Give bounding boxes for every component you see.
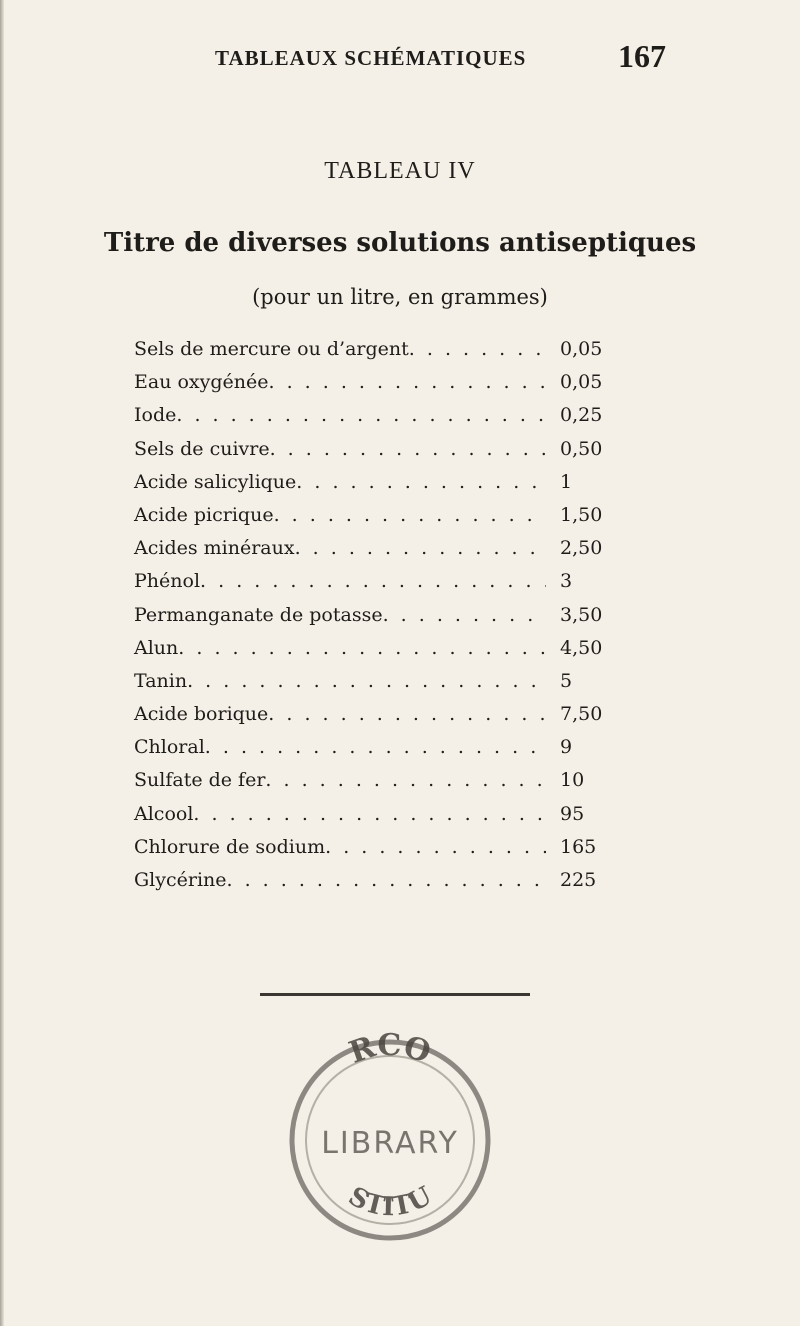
stamp-text: LIBRARY <box>321 1126 459 1161</box>
leader-dots <box>193 803 546 825</box>
row-value: 9 <box>560 736 573 759</box>
row-value: 3 <box>560 570 573 593</box>
row-value: 1 <box>560 470 573 493</box>
row-name: Acides minéraux <box>134 537 295 560</box>
table-row <box>134 371 634 404</box>
page-edge <box>0 0 4 1326</box>
row-name: Sels de mercure ou d’argent <box>134 338 409 360</box>
row-name: Sulfate de fer <box>134 769 266 792</box>
row-value: 5 <box>560 669 573 692</box>
row-value: 0,50 <box>560 437 603 460</box>
leader-dots <box>265 769 546 791</box>
table-row <box>134 338 634 371</box>
library-stamp <box>275 1020 505 1250</box>
row-value: 2,50 <box>560 537 603 560</box>
row-value: 7,50 <box>560 703 603 726</box>
row-name: Iode <box>134 404 177 427</box>
row-value: 0,25 <box>560 404 603 427</box>
row-name: Tanin <box>134 669 188 692</box>
row-name: Chloral <box>134 736 205 759</box>
leader-dots <box>274 504 546 526</box>
table-row <box>134 504 634 537</box>
row-value: 1,50 <box>560 503 603 526</box>
leader-dots <box>295 537 546 559</box>
leader-dots <box>205 736 546 758</box>
row-name: Acide borique <box>134 703 269 726</box>
table-row <box>134 803 634 836</box>
table-row <box>134 604 634 637</box>
row-value: 3,50 <box>560 603 603 626</box>
leader-dots <box>296 471 546 493</box>
section-rule <box>260 993 530 996</box>
row-name: Eau oxygénée <box>134 371 269 394</box>
row-name: Alun <box>134 636 179 659</box>
row-name: Sels de cuivre <box>134 437 270 460</box>
stamp-top-text: RCO <box>344 1027 435 1071</box>
row-name: Permanganate de potasse <box>134 603 383 626</box>
leader-dots <box>187 670 546 692</box>
page-number: 167 <box>618 38 666 74</box>
leader-dots <box>200 570 546 592</box>
table-row <box>134 836 634 869</box>
table-row <box>134 769 634 802</box>
table-row <box>134 869 634 902</box>
row-name: Glycérine <box>134 869 227 891</box>
row-value: 225 <box>560 869 597 891</box>
leader-dots <box>325 836 546 858</box>
table-row <box>134 637 634 670</box>
row-value: 95 <box>560 802 585 825</box>
leader-dots <box>409 338 546 360</box>
running-title: TABLEAUX SCHÉMATIQUES <box>215 46 527 70</box>
table-row <box>134 471 634 504</box>
table-row <box>134 404 634 437</box>
table-subtitle: (pour un litre, en grammes) <box>252 285 548 309</box>
leader-dots <box>268 703 546 725</box>
table-row <box>134 537 634 570</box>
row-value: 10 <box>560 769 585 792</box>
row-name: Chlorure de sodium <box>134 835 326 858</box>
svg-text:RCO <box>345 1028 435 1071</box>
leader-dots <box>227 869 546 891</box>
row-value: 0,05 <box>560 371 603 394</box>
leader-dots <box>270 438 546 460</box>
row-name: Acide picrique <box>134 503 274 526</box>
leader-dots <box>383 604 546 626</box>
table-row <box>134 570 634 603</box>
table-title: Titre de diverses solutions antiseptiques <box>103 228 697 258</box>
table-row <box>134 736 634 769</box>
table-row <box>134 438 634 471</box>
leader-dots <box>178 637 546 659</box>
row-name: Phénol <box>134 570 201 593</box>
row-name: Acide salicylique <box>134 470 297 493</box>
table-label: TABLEAU IV <box>324 158 476 184</box>
leader-dots <box>269 371 547 393</box>
stamp-bottom-text: STITU <box>343 1181 437 1223</box>
antiseptic-table <box>134 338 634 902</box>
row-value: 165 <box>560 835 597 858</box>
row-value: 4,50 <box>560 636 603 659</box>
row-value: 0,05 <box>560 338 603 360</box>
table-row <box>134 670 634 703</box>
row-name: Alcool <box>134 802 194 825</box>
table-row <box>134 703 634 736</box>
leader-dots <box>176 404 546 426</box>
